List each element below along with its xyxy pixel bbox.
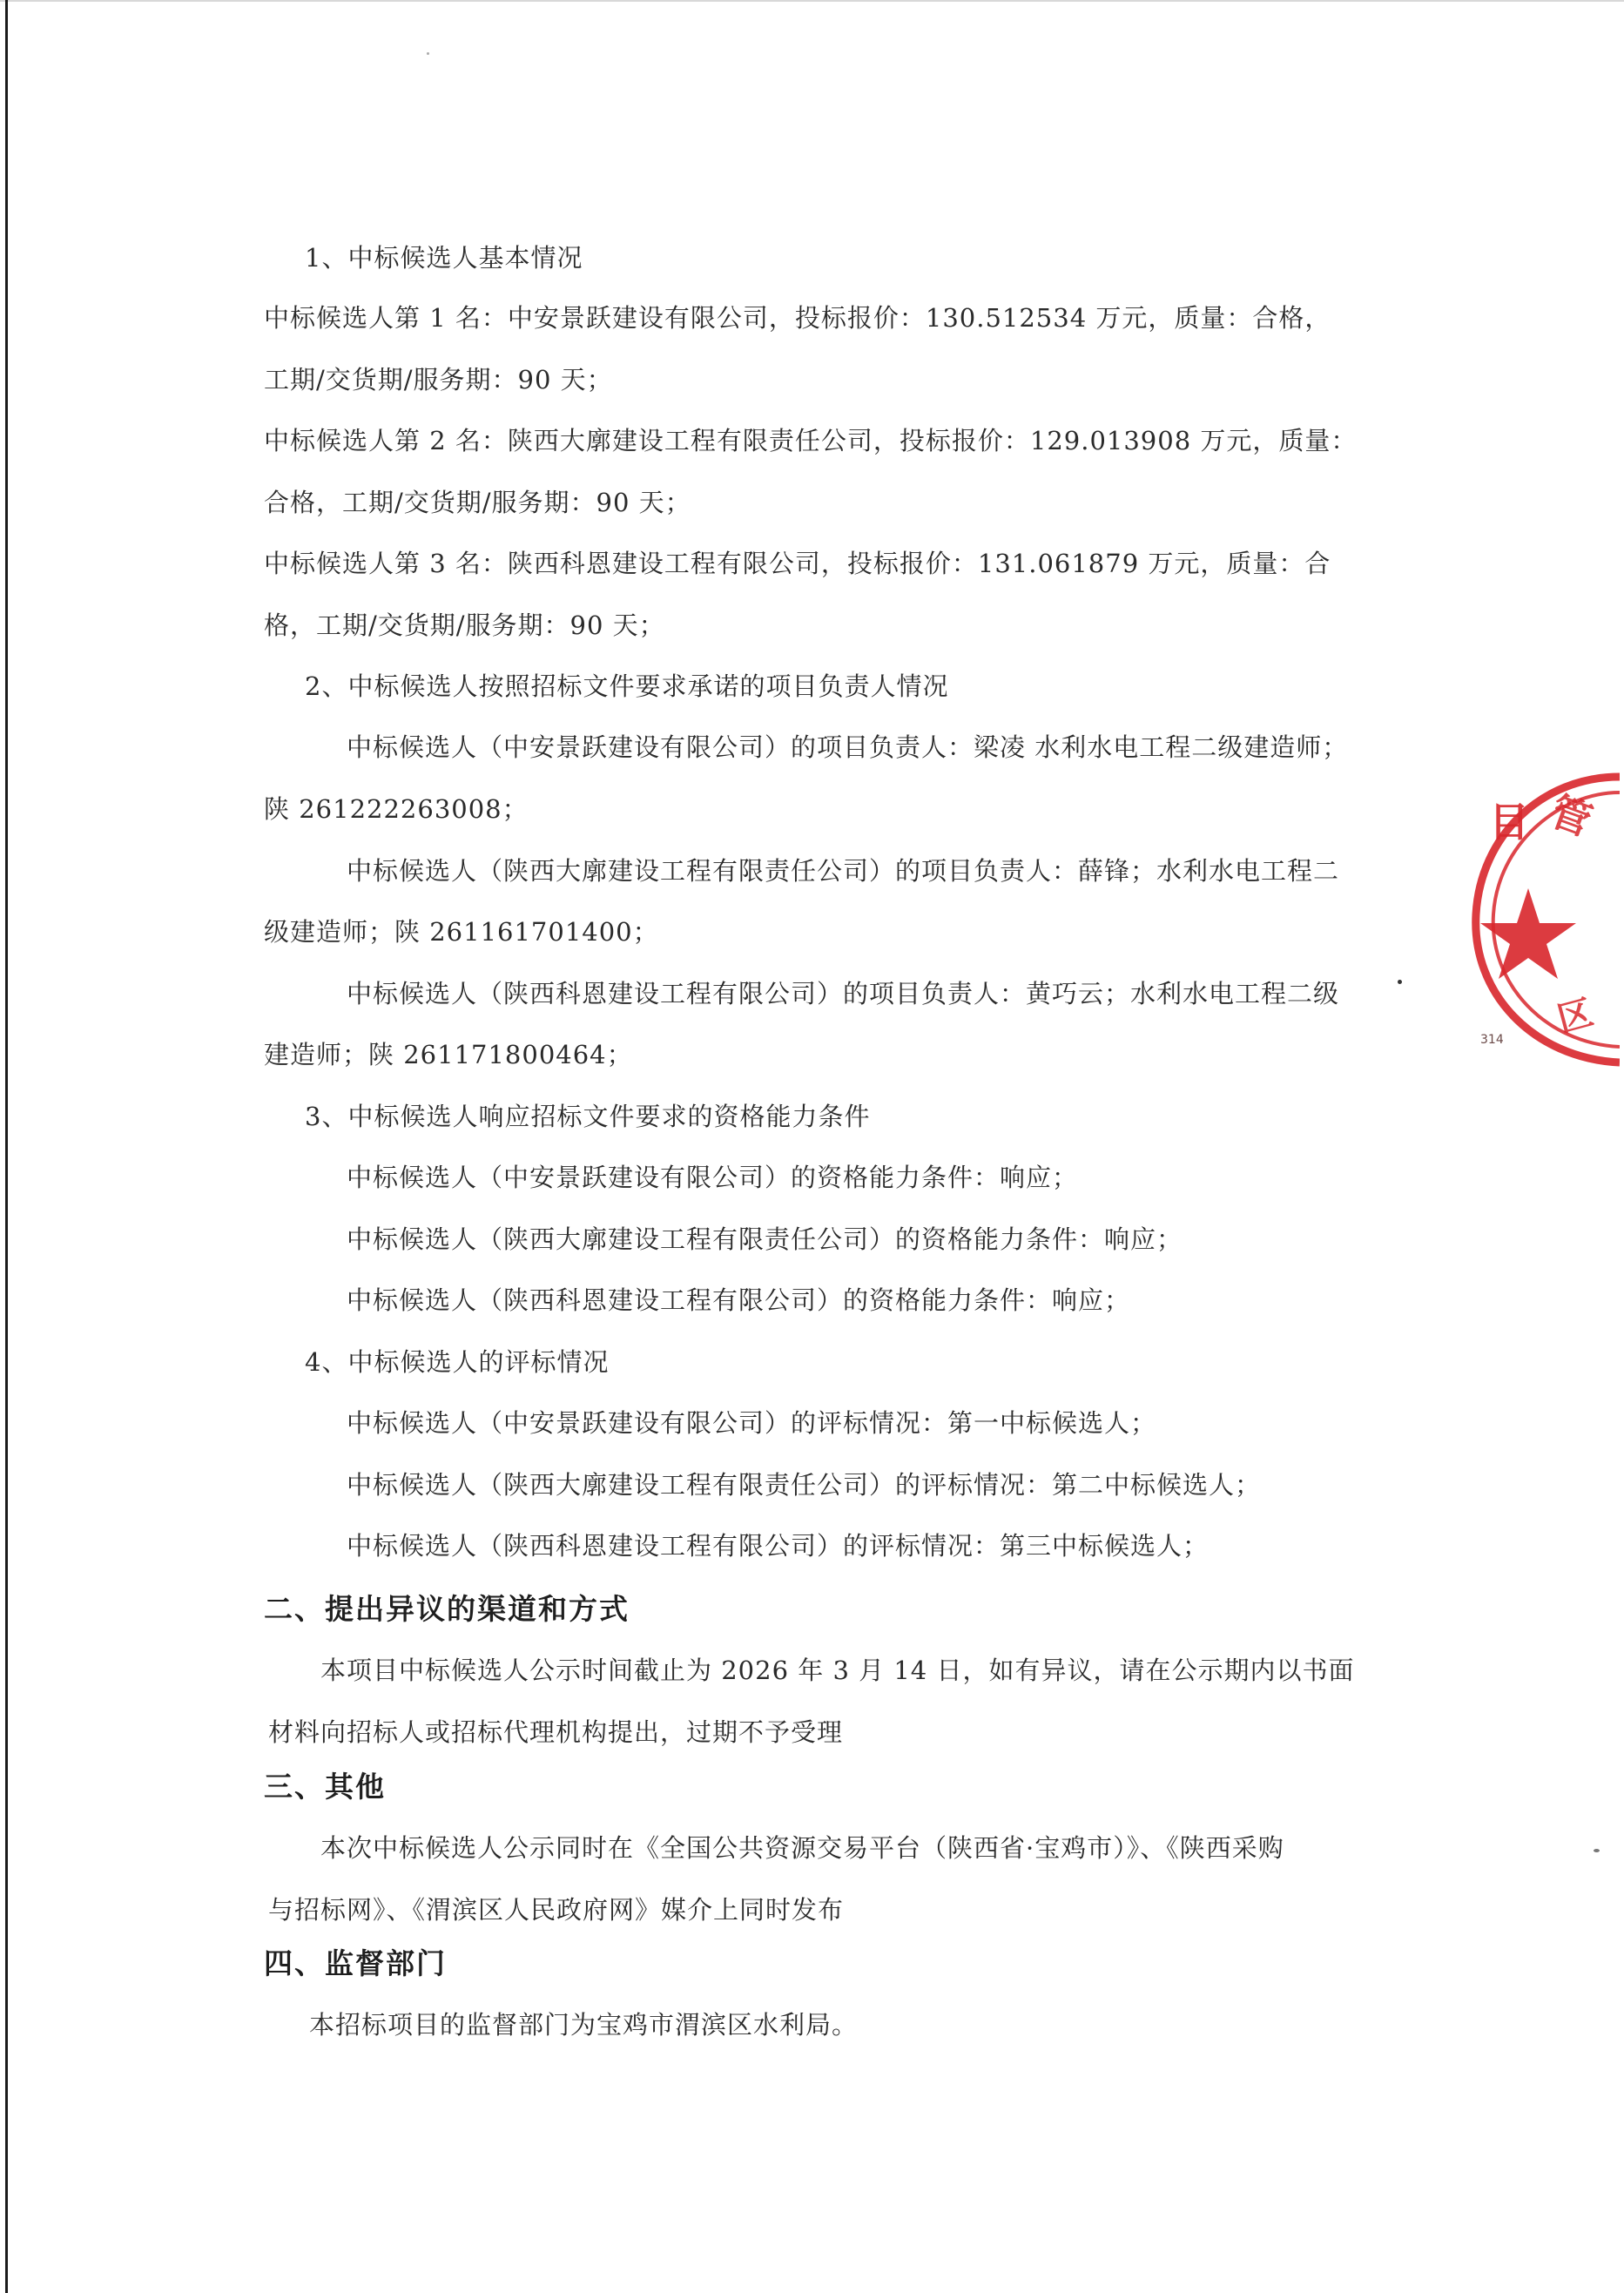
qual-line2: 中标候选人（陕西大廓建设工程有限责任公司）的资格能力条件：响应；	[347, 1224, 1183, 1254]
seal-char-1: 目	[1489, 799, 1529, 846]
rank1-line2: 工期/交货期/服务期：90 天；	[264, 365, 613, 395]
section2-heading: 二、提出异议的渠道和方式	[264, 1592, 630, 1626]
eval-line2: 中标候选人（陕西大廓建设工程有限责任公司）的评标情况：第二中标候选人；	[347, 1470, 1262, 1500]
scan-speck	[427, 52, 429, 55]
rank3-line1: 中标候选人第 3 名：陕西科恩建设工程有限公司，投标报价：131.061879 万元，质量：合	[264, 549, 1331, 578]
eval-line1: 中标候选人（中安景跃建设有限公司）的评标情况：第一中标候选人；	[347, 1408, 1157, 1438]
scan-left-edge	[5, 0, 8, 2293]
item4-title: 4、中标候选人的评标情况	[305, 1347, 610, 1377]
section3-line1: 本次中标候选人公示同时在《全国公共资源交易平台（陕西省·宝鸡市）》、《陕西采购	[320, 1833, 1284, 1863]
item3-title: 3、中标候选人响应招标文件要求的资格能力条件	[305, 1102, 871, 1131]
seal-char-3: 区	[1553, 992, 1598, 1041]
pm3-line2: 建造师；陕 261171800464；	[264, 1040, 633, 1069]
section3-heading: 三、其他	[264, 1770, 386, 1804]
eval-line3: 中标候选人（陕西科恩建设工程有限公司）的评标情况：第三中标候选人；	[347, 1531, 1210, 1561]
rank2-line2: 合格，工期/交货期/服务期：90 天；	[264, 488, 691, 517]
pm2-line1: 中标候选人（陕西大廓建设工程有限责任公司）的项目负责人：薛锋；水利水电工程二	[347, 856, 1340, 886]
section4-heading: 四、监督部门	[264, 1946, 447, 1980]
item1-title: 1、中标候选人基本情况	[305, 243, 583, 273]
seal-char-2: 管	[1544, 787, 1599, 846]
section3-line2: 与招标网》、《渭滨区人民政府网》媒介上同时发布	[268, 1895, 845, 1925]
section2-line1: 本项目中标候选人公示时间截止为 2026 年 3 月 14 日，如有异议，请在公示期内以书面	[320, 1656, 1355, 1685]
pm1-line2: 陕 261222263008；	[264, 794, 529, 824]
scan-speck	[1594, 1849, 1600, 1852]
section2-line2: 材料向招标人或招标代理机构提出，过期不予受理	[268, 1717, 844, 1747]
rank1-line1: 中标候选人第 1 名：中安景跃建设有限公司，投标报价：130.512534 万元，质量：合格，	[264, 303, 1331, 333]
rank3-line2: 格，工期/交货期/服务期：90 天；	[264, 610, 665, 640]
qual-line1: 中标候选人（中安景跃建设有限公司）的资格能力条件：响应；	[347, 1163, 1079, 1192]
section4-line1: 本招标项目的监督部门为宝鸡市渭滨区水利局。	[309, 2010, 859, 2040]
item2-title: 2、中标候选人按照招标文件要求承诺的项目负责人情况	[305, 671, 949, 701]
scan-speck	[1398, 980, 1402, 984]
official-seal-stamp	[1463, 766, 1620, 1071]
rank2-line1: 中标候选人第 2 名：陕西大廓建设工程有限责任公司，投标报价：129.013908 万元，质量：	[264, 426, 1358, 455]
pm3-line1: 中标候选人（陕西科恩建设工程有限公司）的项目负责人：黄巧云；水利水电工程二级	[347, 979, 1340, 1008]
scan-top-border	[0, 0, 1624, 2]
seal-number: 314	[1480, 1033, 1504, 1047]
qual-line3: 中标候选人（陕西科恩建设工程有限公司）的资格能力条件：响应；	[347, 1285, 1131, 1315]
pm1-line1: 中标候选人（中安景跃建设有限公司）的项目负责人：梁凌 水利水电工程二级建造师；	[347, 732, 1349, 762]
pm2-line2: 级建造师；陕 261161701400；	[264, 917, 659, 947]
